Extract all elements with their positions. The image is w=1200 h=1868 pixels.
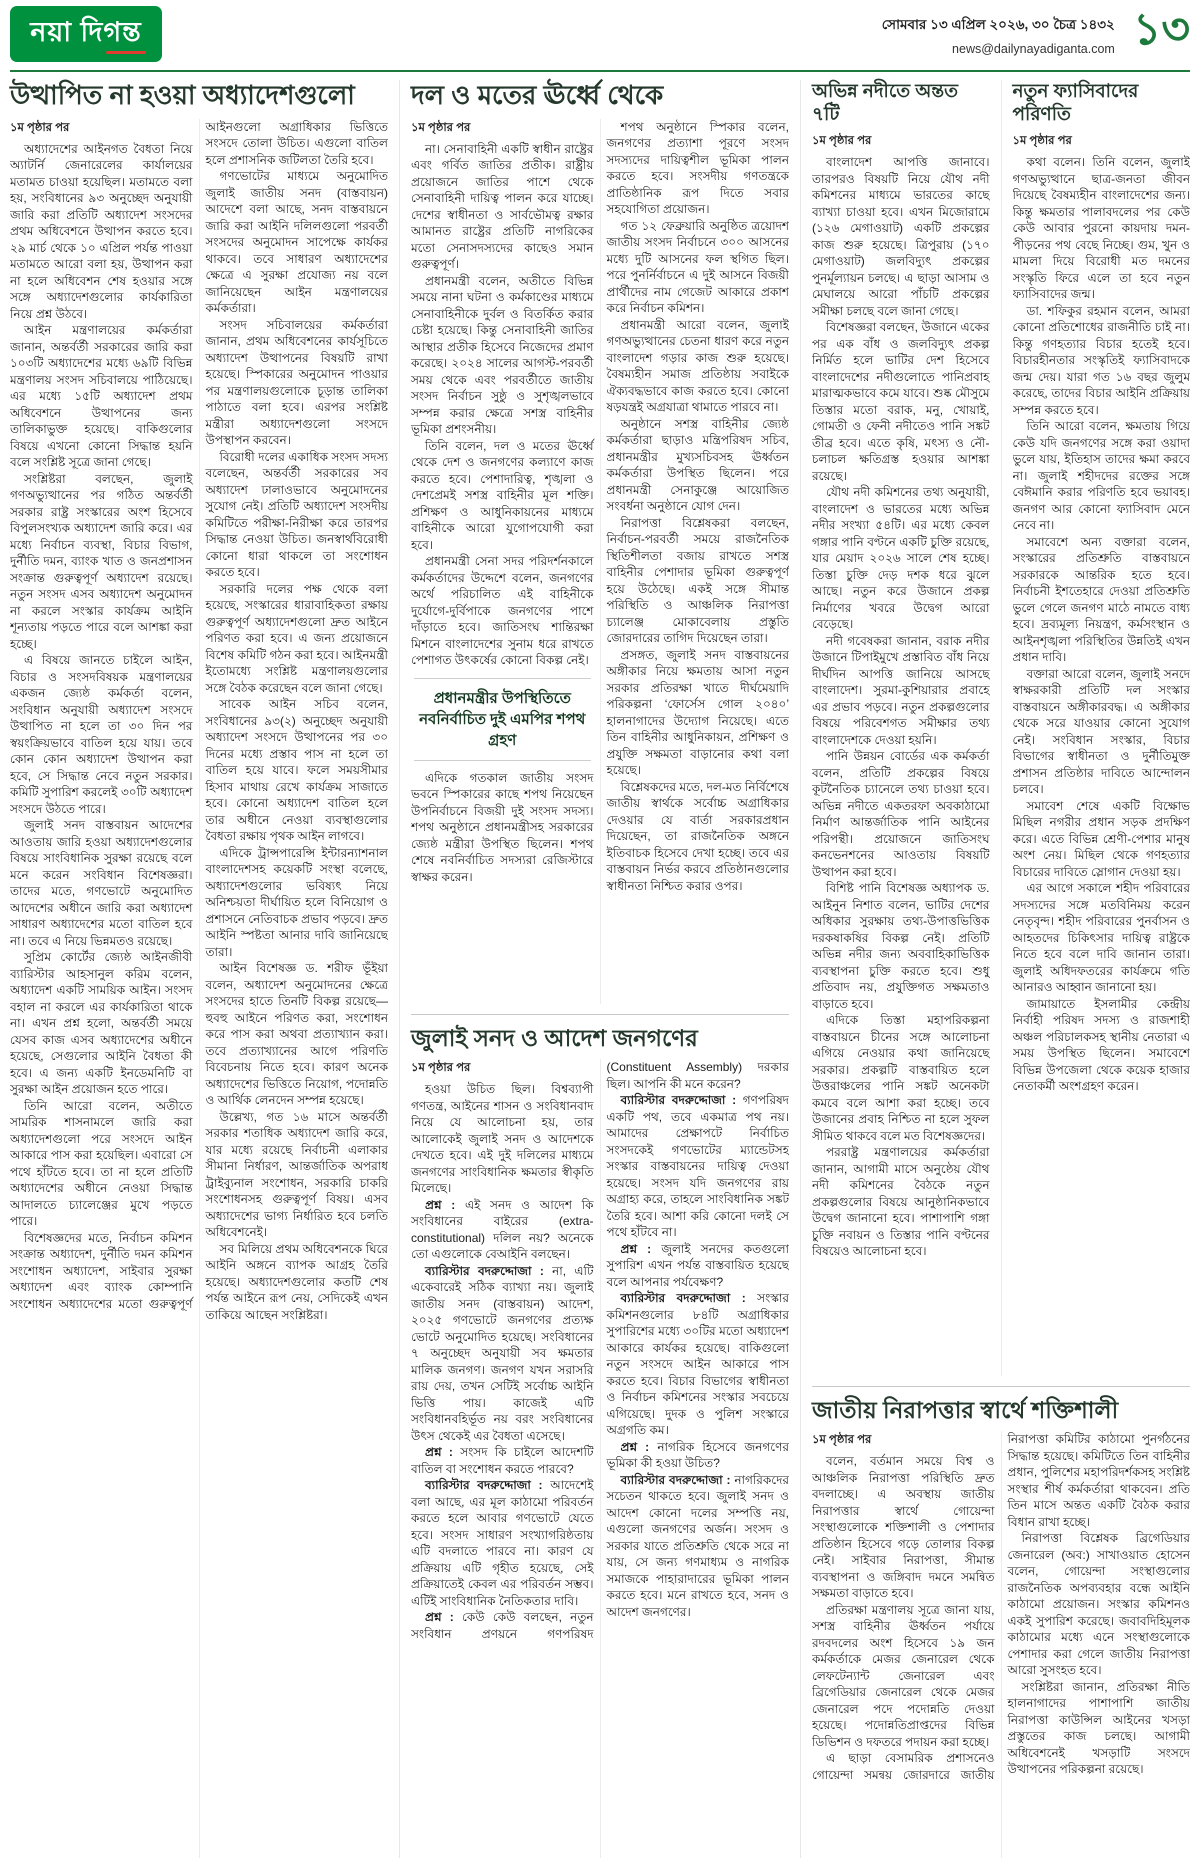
- article-headline: জাতীয় নিরাপত্তার স্বার্থে শক্তিশালী: [812, 1397, 1119, 1423]
- article-paragraph: নিরাপত্তা বিশ্লেষক ব্রিগেডিয়ার জেনারেল (অব:) সাখাওয়াত হোসেন বলেন, গোয়েন্দা সংস্থাগুলোর রাজনৈতিক অপব্যবহার বন্ধে আইনি কাঠামো প্রয়োজন। সংস্কার কমিশনও একই সুপারিশ করেছে। জবাবদিহিমূলক কাঠামোর মধ্যে এনে সংস্থাগুলোকে পেশাদার করা গেলে জাতীয় নিরাপত্তা আরো সুসংহত হবে।: [1007, 1531, 1190, 1678]
- article-above-party: [411, 80, 789, 1004]
- article-security: [812, 1386, 1190, 1858]
- middle-block: [399, 80, 789, 1858]
- article-paragraph: প্রশ্ন : কেউ কেউ বলছেন, নতুন সংবিধান প্রণয়নে গণপরিষদ (Constituent Assembly) দরকার ছিল। আপনি কী মনে করেন?: [411, 1060, 789, 1641]
- article-paragraph: প্রশ্ন : নাগরিক হিসেবে জনগণের ভূমিকা কী হওয়া উচিত?: [606, 1439, 789, 1471]
- continuation-marker: ১ম পৃষ্ঠার পর: [812, 1434, 872, 1447]
- article-paragraph: বিশেষজ্ঞরা বলছেন, উজানে একের পর এক বাঁধ ও জলবিদ্যুৎ প্রকল্প নির্মিত হলে ভাটির দেশ হিসেবে বাংলাদেশের নদীগুলোতে পানিপ্রবাহ মারাত্মকভাবে কমে যাবে। শুষ্ক মৌসুমে তিস্তার মতো বরাক, মনু, খোয়াই, গোমতী ও ফেনী নদীতেও পানি সঙ্কট তীব্র হবে। এতে কৃষি, মৎস্য ও নৌ-চলাচল ক্ষতিগ্রস্ত হওয়ার আশঙ্কা রয়েছে।: [812, 320, 990, 483]
- article-paragraph: কথা বলেন। তিনি বলেন, জুলাই গণঅভ্যুত্থানে ছাত্র-জনতা জীবন দিয়েছে বৈষম্যহীন বাংলাদেশের জন্য। কিন্তু ক্ষমতার পালাবদলের পর কেউ কেউ আবার পুরনো কায়দায় দমন-পীড়নের পথ বেছে নিচ্ছে। গুম, খুন ও মামলা দিয়ে বিরোধী মত দমনের সংস্কৃতি ফিরে এলে তা হবে নতুন ফ্যাসিবাদের জন্ম।: [1012, 155, 1190, 302]
- article-paragraph: এ বিষয়ে জানতে চাইলে আইন, বিচার ও সংসদবিষয়ক মন্ত্রণালয়ের একজন জ্যেষ্ঠ কর্মকর্তা বলেন, সংবিধান অনুযায়ী অধ্যাদেশ সংসদে উত্থাপিত না হলে তা ৩০ দিন পর স্বয়ংক্রিয়ভাবে বাতিল হয়ে যায়। তবে কোন কোন অধ্যাদেশ উত্থাপন করা হবে, সে সিদ্ধান্ত নেবে নতুন সরকার। কমিটি সুপারিশ করলেই ৩০টি অধ্যাদেশ সংসদে উঠতে পারে।: [10, 653, 193, 816]
- article-paragraph: সুপ্রিম কোর্টের জ্যেষ্ঠ আইনজীবী ব্যারিস্টার আহসানুল করিম বলেন, অধ্যাদেশ একটি সাময়িক আইন। সংসদ বহাল না করলে এর কার্যকারিতা থাকে না। এখন প্রশ্ন হলো, অন্তর্বর্তী সময়ে যেসব কাজ এসব অধ্যাদেশের অধীনে হয়েছে, সেগুলোর আইনি বৈধতা কী হবে। এ জন্য একটি ইনডেমনিটি বা সুরক্ষা আইন প্রয়োজন হতে পারে।: [10, 950, 193, 1097]
- logo-accent-mark: [106, 51, 146, 54]
- article-paragraph: আইন বিশেষজ্ঞ ড. শরীফ ভূঁইয়া বলেন, অধ্যাদেশ অনুমোদনের ক্ষেত্রে সংসদের হাতে তিনটি বিকল্প রয়েছে— হুবহু আইনে পরিণত করা, সংশোধন করে পাস করা অথবা প্রত্যাখ্যান করা। তবে প্রত্যাখ্যানের আগে পরিণতি বিবেচনায় নিতে হবে। কারণ অনেক অধ্যাদেশের ভিত্তিতে নিয়োগ, পদোন্নতি ও আর্থিক লেনদেন সম্পন্ন হয়েছে।: [205, 961, 388, 1108]
- article-paragraph: পররাষ্ট্র মন্ত্রণালয়ের কর্মকর্তারা জানান, আগামী মাসে অনুষ্ঠেয় যৌথ নদী কমিশনের বৈঠকে নতুন প্রকল্পগুলোর বিষয়ে আনুষ্ঠানিকভাবে উদ্বেগ জানানো হবে। পাশাপাশি গঙ্গা চুক্তি নবায়ন ও তিস্তার পানি বণ্টনের বিষয়েও আলোচনা হবে।: [812, 1145, 990, 1259]
- right-top-row: [812, 80, 1190, 1376]
- article-paragraph: অনুষ্ঠানে সশস্ত্র বাহিনীর জ্যেষ্ঠ কর্মকর্তারা ছাড়াও মন্ত্রিপরিষদ সচিব, প্রধানমন্ত্রীর মুখ্যসচিবসহ ঊর্ধ্বতন কর্মকর্তারা উপস্থিত ছিলেন। পরে প্রধানমন্ত্রী সেনাকুঞ্জে আয়োজিত সংবর্ধনা অনুষ্ঠানে যোগ দেন।: [606, 416, 789, 514]
- page-content: [10, 80, 1190, 1858]
- article-paragraph: বিশ্লেষকদের মতে, দল-মত নির্বিশেষে জাতীয় স্বার্থকে সর্বোচ্চ অগ্রাধিকার দেওয়ার যে বার্তা সরকারপ্রধান দিয়েছেন, তা রাজনৈতিক অঙ্গনে ইতিবাচক হিসেবে দেখা হচ্ছে। তবে এর বাস্তবায়ন নির্ভর করবে প্রতিষ্ঠানগুলোর স্বাধীনতা নিশ্চিত করার ওপর।: [606, 779, 789, 893]
- article-paragraph: এদিকে গতকাল জাতীয় সংসদ ভবনে স্পিকারের কাছে শপথ নিয়েছেন উপনির্বাচনে বিজয়ী দুই সংসদ সদস্য। শপথ অনুষ্ঠানে প্রধানমন্ত্রীসহ সরকারের জ্যেষ্ঠ মন্ত্রীরা উপস্থিত ছিলেন। শপথ শেষে নবনির্বাচিত সদস্যরা রেজিস্টারে স্বাক্ষর করেন।: [411, 770, 594, 884]
- article-paragraph: জামায়াতে ইসলামীর কেন্দ্রীয় নির্বাহী পরিষদ সদস্য ও রাজশাহী অঞ্চল পরিচালকসহ স্থানীয় নেতারা এ সময় উপস্থিত ছিলেন। সমাবেশে বিভিন্ন উপজেলা থেকে কয়েক হাজার নেতাকর্মী অংশগ্রহণ করেন।: [1012, 996, 1190, 1094]
- page-number: ১৩: [1132, 5, 1190, 54]
- article-fascism: [1001, 80, 1191, 1376]
- article-body: [812, 1431, 1190, 1858]
- article-paragraph: প্রতিরক্ষা মন্ত্রণালয় সূত্রে জানা যায়, সশস্ত্র বাহিনীর ঊর্ধ্বতন পর্যায়ে রদবদলের অংশ হিসেবে ১৯ জন কর্মকর্তাকে মেজর জেনারেল থেকে লেফটেন্যান্ট জেনারেল এবং ব্রিগেডিয়ার জেনারেল থেকে মেজর জেনারেল পদে পদোন্নতি দেওয়া হয়েছে। পদোন্নতিপ্রাপ্তদের বিভিন্ন ডিভিশন ও দফতরে পদায়ন করা হচ্ছে।: [812, 1602, 995, 1749]
- article-paragraph: না। সেনাবাহিনী একটি স্বাধীন রাষ্ট্রের এবং গর্বিত জাতির প্রতীক। রাষ্ট্রীয় প্রয়োজনে জাতির পাশে থেকে সেনাবাহিনী দায়িত্ব পালন করে যাচ্ছে। দেশের স্বাধীনতা ও সার্বভৌমত্ব রক্ষার আমানত রাষ্ট্রের প্রতিটি নাগরিকের মতো সেনাসদস্যদের কাছেও সমান গুরুত্বপূর্ণ।: [411, 141, 594, 272]
- article-paragraph: সব মিলিয়ে প্রথম অধিবেশনকে ঘিরে আইনি অঙ্গনে ব্যাপক আগ্রহ তৈরি হয়েছে। অধ্যাদেশগুলোর কতটি শেষ পর্যন্ত আইনে রূপ নেয়, সেদিকেই এখন তাকিয়ে আছেন সংশ্লিষ্টরা।: [205, 1241, 388, 1322]
- article-paragraph: প্রধানমন্ত্রী আরো বলেন, জুলাই গণঅভ্যুত্থানের চেতনা ধারণ করে নতুন বাংলাদেশ গড়ার কাজ শুরু হয়েছে। বৈষম্যহীন সমাজ প্রতিষ্ঠায় সবাইকে ঐক্যবদ্ধভাবে কাজ করতে হবে। কোনো ষড়যন্ত্রই অগ্রযাত্রা থামাতে পারবে না।: [606, 317, 789, 415]
- article-headline: অভিন্ন নদীতে অন্তত ৭টি: [812, 80, 958, 124]
- article-paragraph: সংশ্লিষ্টরা জানান, প্রতিরক্ষা নীতি হালনাগাদের পাশাপাশি জাতীয় নিরাপত্তা কাউন্সিল আইনের খসড়া প্রস্তুতের কাজ চলছে। আগামী অধিবেশনেই খসড়াটি সংসদে উত্থাপনের পরিকল্পনা রয়েছে।: [1007, 1679, 1190, 1777]
- article-paragraph: হওয়া উচিত ছিল। বিশ্বব্যাপী গণতন্ত্র, আইনের শাসন ও সংবিধানবাদ নিয়ে যে আলোচনা হয়, তার আলোকেই জুলাই সনদ ও আদেশকে দেখতে হবে। এই দুই দলিলের মাধ্যমে জনগণের সাংবিধানিক ক্ষমতার স্বীকৃতি মিলেছে।: [411, 1082, 594, 1196]
- continuation-marker: ১ম পৃষ্ঠার পর: [10, 121, 70, 134]
- article-paragraph: নিরাপত্তা বিশ্লেষকরা বলছেন, নির্বাচন-পরবর্তী সময়ে রাজনৈতিক স্থিতিশীলতা বজায় রাখতে সশস্ত্র বাহিনীর পেশাদার ভূমিকা গুরুত্বপূর্ণ হয়ে উঠেছে। একই সঙ্গে সীমান্ত পরিস্থিতি ও আঞ্চলিক নিরাপত্তা চ্যালেঞ্জ মোকাবেলায় প্রস্তুতি জোরদারের তাগিদ দিয়েছেন তারা।: [606, 515, 789, 646]
- article-headline: নতুন ফ্যাসিবাদের পরিণতি: [1012, 80, 1139, 124]
- logo-text: নয়া দিগন্ত: [30, 16, 142, 47]
- article-body: [411, 1059, 789, 1858]
- article-july-charter: [411, 1014, 789, 1858]
- article-paragraph: জুলাই সনদ বাস্তবায়ন আদেশের আওতায় জারি হওয়া অধ্যাদেশগুলোর বিষয়ে সাংবিধানিক সুরক্ষা রয়েছে বলে মনে করেন সংবিধান বিশেষজ্ঞরা। তাদের মতে, গণভোটে অনুমোদিত আদেশের অধীনে জারি করা অধ্যাদেশ সাধারণ অধ্যাদেশের মতো বাতিল হবে না। তবে এ নিয়ে ভিন্নমতও রয়েছে।: [10, 818, 193, 948]
- article-paragraph: গণভোটের মাধ্যমে অনুমোদিত জুলাই জাতীয় সনদ (বাস্তবায়ন) আদেশে বলা আছে, সনদ বাস্তবায়নে জারি করা আইনি দলিলগুলো পরবর্তী সংসদের অনুমোদন সাপেক্ষে কার্যকর থাকবে। তবে সাধারণ অধ্যাদেশের ক্ষেত্রে এ সুরক্ষা প্রযোজ্য নয় বলে জানিয়েছেন আইন মন্ত্রণালয়ের কর্মকর্তারা।: [205, 169, 388, 316]
- continuation-marker: ১ম পৃষ্ঠার পর: [411, 121, 471, 134]
- continuation-marker: ১ম পৃষ্ঠার পর: [812, 135, 872, 148]
- article-body: [10, 119, 388, 1858]
- article-paragraph: প্রশ্ন : জুলাই সনদের কতগুলো সুপারিশ এখন পর্যন্ত বাস্তবায়িত হয়েছে বলে আপনার পর্যবেক্ষণ?: [606, 1241, 789, 1289]
- article-paragraph: যৌথ নদী কমিশনের তথ্য অনুযায়ী, বাংলাদেশ ও ভারতের মধ্যে অভিন্ন নদীর সংখ্যা ৫৪টি। এর মধ্যে কেবল গঙ্গার পানি বণ্টনে একটি চুক্তি রয়েছে, যার মেয়াদ ২০২৬ সালে শেষ হচ্ছে। তিস্তা চুক্তি দেড় দশক ধরে ঝুলে আছে। নতুন করে উজানে প্রকল্প নির্মাণের খবরে উদ্বেগ আরো বেড়েছে।: [812, 485, 990, 632]
- article-ordinances: [10, 80, 388, 1858]
- article-headline: জুলাই সনদ ও আদেশ জনগণের: [411, 1025, 698, 1051]
- article-paragraph: প্রধানমন্ত্রী সেনা সদর পরিদর্শনকালে কর্মকর্তাদের উদ্দেশে বলেন, জনগণের অর্থে পরিচালিত এই বাহিনীকে দুর্যোগে-দুর্বিপাকে জনগণের পাশে দাঁড়াতে হবে। জাতিসংঘ শান্তিরক্ষা মিশনে বাংলাদেশের সুনাম ধরে রাখতে পেশাগত উৎকর্ষের কোনো বিকল্প নেই।: [411, 554, 594, 668]
- article-inset-subhead: প্রধানমন্ত্রীর উপস্থিতিতে নবনির্বাচিত দুই এমপির শপথ গ্রহণ: [414, 678, 591, 761]
- article-paragraph: তিনি বলেন, দল ও মতের ঊর্ধ্বে থেকে দেশ ও জনগণের কল্যাণে কাজ করতে হবে। পেশাদারিত্ব, শৃঙ্খলা ও দেশপ্রেমই সশস্ত্র বাহিনীর মূল শক্তি। প্রশিক্ষণ ও আধুনিকায়নের মাধ্যমে বাহিনীকে আরো যুগোপযোগী করা হবে।: [411, 438, 594, 552]
- article-paragraph: সংসদ সচিবালয়ের কর্মকর্তারা জানান, প্রথম অধিবেশনের কার্যসূচিতে অধ্যাদেশ উত্থাপনের বিষয়টি রাখা হয়েছে। স্পিকারের অনুমোদন পাওয়ার পর মন্ত্রণালয়গুলোকে চূড়ান্ত তালিকা পাঠাতে বলা হবে। এরপর সংশ্লিষ্ট মন্ত্রীরা অধ্যাদেশগুলো সংসদে উপস্থাপন করবেন।: [205, 317, 388, 448]
- article-body: [812, 132, 990, 1376]
- article-paragraph: গত ১২ ফেব্রুয়ারি অনুষ্ঠিত ত্রয়োদশ জাতীয় সংসদ নির্বাচনে ৩০০ আসনের মধ্যে দুটি আসনের ফল স্থগিত ছিল। পরে পুনর্নির্বাচনে এ দুই আসনে বিজয়ী প্রার্থীদের নাম গেজেট আকারে প্রকাশ করে নির্বাচন কমিশন।: [606, 218, 789, 316]
- article-paragraph: পানি উন্নয়ন বোর্ডের এক কর্মকর্তা বলেন, প্রতিটি প্রকল্পের বিষয়ে কূটনৈতিক চ্যানেলে তথ্য চাওয়া হবে। অভিন্ন নদীতে একতরফা অবকাঠামো নির্মাণ আন্তর্জাতিক পানি আইনের পরিপন্থী। প্রয়োজনে জাতিসংঘ কনভেনশনের আওতায় বিষয়টি উত্থাপন করা হবে।: [812, 749, 990, 879]
- article-paragraph: এর আগে সকালে শহীদ পরিবারের সদস্যদের সঙ্গে মতবিনিময় করেন নেতৃবৃন্দ। শহীদ পরিবারের পুনর্বাসন ও আহতদের চিকিৎসার দায়িত্ব রাষ্ট্রকে নিতে হবে বলে দাবি জানান তারা। জুলাই অধিদফতরের কার্যক্রমে গতি আনারও আহ্বান জানানো হয়।: [1012, 881, 1190, 995]
- article-paragraph: শপথ অনুষ্ঠানে স্পিকার বলেন, জনগণের প্রত্যাশা পূরণে সংসদ সদস্যদের দায়িত্বশীল ভূমিকা পালন করতে হবে। সংসদীয় গণতন্ত্রকে প্রাতিষ্ঠানিক রূপ দিতে সবার সহযোগিতা প্রয়োজন।: [606, 119, 789, 217]
- article-paragraph: অধ্যাদেশের আইনগত বৈধতা নিয়ে অ্যাটর্নি জেনারেলের কার্যালয়ের মতামত চাওয়া হয়েছিল। মতামতে বলা হয়, সংবিধানের ৯৩ অনুচ্ছেদ অনুযায়ী জারি করা প্রতিটি অধ্যাদেশ সংসদের প্রথম অধিবেশনে উত্থাপন করতে হবে। ২৯ মার্চ থেকে ১০ এপ্রিল পর্যন্ত পাওয়া মতামতে আরো বলা হয়, উত্থাপন করা না হলে অধিবেশন শেষ হওয়ার সঙ্গে সঙ্গে অধ্যাদেশগুলোর কার্যকারিতা নিয়ে প্রশ্ন উঠবে।: [10, 141, 193, 321]
- article-paragraph: এদিকে তিস্তা মহাপরিকল্পনা বাস্তবায়নে চীনের সঙ্গে আলোচনা এগিয়ে নেওয়ার কথা জানিয়েছে সরকার। প্রকল্পটি বাস্তবায়িত হলে উত্তরাঞ্চলের পানি সঙ্কট অনেকটা কমবে বলে আশা করা হচ্ছে। তবে উজানের প্রবাহ নিশ্চিত না হলে সুফল সীমিত থাকবে বলে মত বিশেষজ্ঞদের।: [812, 1013, 990, 1143]
- article-paragraph: প্রশ্ন : সংসদ কি চাইলে আদেশটি বাতিল বা সংশোধন করতে পারবে?: [411, 1445, 594, 1476]
- article-paragraph: তিনি আরো বলেন, অতীতে সামরিক শাসনামলে জারি করা অধ্যাদেশগুলো পরে সংসদে আইন আকারে পাস করা হয়েছিল। এবারো সে পথে হাঁটতে হবে। তা না হলে প্রতিটি অধ্যাদেশের অধীনে নেওয়া সিদ্ধান্ত আদালতে চ্যালেঞ্জের মুখে পড়তে পারে।: [10, 1098, 193, 1229]
- article-rivers: [812, 80, 990, 1376]
- article-paragraph: প্রধানমন্ত্রী বলেন, অতীতে বিভিন্ন সময়ে নানা ঘটনা ও কর্মকাণ্ডের মাধ্যমে সেনাবাহিনীকে দুর্বল ও বিতর্কিত করার চেষ্টা হয়েছে। কিন্তু সেনাবাহিনী জাতির আস্থার প্রতীক হিসেবে নিজেদের প্রমাণ করেছে। ২০২৪ সালের আগস্ট-পরবর্তী সময় থেকে এবং পরবর্তীতে জাতীয় সংসদ নির্বাচন সুষ্ঠু ও সুশৃঙ্খলভাবে সম্পন্ন করার ক্ষেত্রে সশস্ত্র বাহিনীর ভূমিকা প্রশংসনীয়।: [411, 273, 594, 437]
- article-paragraph: সমাবেশে অন্য বক্তারা বলেন, সংস্কারের প্রতিশ্রুতি বাস্তবায়নে সরকারকে আন্তরিক হতে হবে। নির্বাচনী ইশতেহারে দেওয়া প্রতিশ্রুতি ভুলে গেলে জনগণ মাঠে নামতে বাধ্য হবে। দ্রব্যমূল্য নিয়ন্ত্রণ, কর্মসংস্থান ও আইনশৃঙ্খলা পরিস্থিতির উন্নতিই এখন প্রধান দাবি।: [1012, 534, 1190, 665]
- article-paragraph: নদী গবেষকরা জানান, বরাক নদীর উজানে টিপাইমুখে প্রস্তাবিত বাঁধ নিয়ে দীর্ঘদিন আপত্তি জানিয়ে আসছে বাংলাদেশ। সুরমা-কুশিয়ারার প্রবাহে এর প্রভাব পড়বে। নতুন প্রকল্পগুলোর বিষয়ে পরিবেশগত সমীক্ষার তথ্য বাংলাদেশকে দেওয়া হয়নি।: [812, 633, 990, 747]
- article-paragraph: তিনি আরো বলেন, ক্ষমতায় গিয়ে কেউ যদি জনগণের সঙ্গে করা ওয়াদা ভুলে যায়, ইতিহাস তাদের ক্ষমা করবে না। জুলাই শহীদদের রক্তের সঙ্গে বেঈমানি করার পরিণতি হবে ভয়াবহ। জনগণ আর কোনো ফ্যাসিবাদ মেনে নেবে না।: [1012, 419, 1190, 533]
- article-paragraph: প্রশ্ন : এই সনদ ও আদেশ কি সংবিধানের বাইরের (extra-constitutional) দলিল নয়? অনেকে তো এগুলোকে বেআইনি বলছেন।: [411, 1197, 594, 1262]
- article-paragraph: আইন মন্ত্রণালয়ের কর্মকর্তারা জানান, অন্তর্বর্তী সরকারের জারি করা ১০৩টি অধ্যাদেশের মধ্যে ৬৯টি বিভিন্ন মন্ত্রণালয় সংসদ সচিবালয়ে পাঠিয়েছে। এর মধ্যে ১৫টি অধ্যাদেশ প্রথম অধিবেশনে উত্থাপনের জন্য তালিকাভুক্ত হয়েছে। বাকিগুলোর বিষয়ে এখনো কোনো সিদ্ধান্ত হয়নি বলে সংশ্লিষ্ট সূত্রে জানা গেছে।: [10, 323, 193, 470]
- date-line: সোমবার ১৩ এপ্রিল ২০২৬, ৩০ চৈত্র ১৪৩২: [881, 17, 1115, 32]
- article-paragraph: বিরোধী দলের একাধিক সংসদ সদস্য বলেছেন, অন্তর্বর্তী সরকারের সব অধ্যাদেশ ঢালাওভাবে অনুমোদনের সুযোগ নেই। প্রতিটি অধ্যাদেশ সংসদীয় কমিটিতে পরীক্ষা-নিরীক্ষা করে তারপর সিদ্ধান্ত নেওয়া উচিত। জনস্বার্থবিরোধী কোনো ধারা থাকলে তা সংশোধন করতে হবে।: [205, 449, 388, 580]
- article-paragraph: এ ছাড়া বেসামরিক প্রশাসনেও গোয়েন্দা সমন্বয় জোরদারে জাতীয় নিরাপত্তা কমিটির কাঠামো পুনর্গঠনের সিদ্ধান্ত হয়েছে। কমিটিতে তিন বাহিনীর প্রধান, পুলিশের মহাপরিদর্শকসহ সংশ্লিষ্ট সংস্থার শীর্ষ কর্মকর্তারা থাকবেন। প্রতি তিন মাসে অন্তত একটি বৈঠক করার বিধান রাখা হচ্ছে।: [812, 1432, 1190, 1782]
- article-headline: দল ও মতের ঊর্ধ্বে থেকে: [411, 80, 664, 110]
- article-paragraph: সরকারি দলের পক্ষ থেকে বলা হয়েছে, সংস্কারের ধারাবাহিকতা রক্ষায় গুরুত্বপূর্ণ অধ্যাদেশগুলো দ্রুত আইনে পরিণত করা হবে। এ জন্য প্রয়োজনে বিশেষ কমিটি গঠন করা হবে। আইনমন্ত্রী ইতোমধ্যে সংশ্লিষ্ট মন্ত্রণালয়গুলোর সঙ্গে বৈঠক করেছেন বলে জানা গেছে।: [205, 581, 388, 695]
- right-block: [800, 80, 1190, 1858]
- article-paragraph: বিশেষজ্ঞদের মতে, নির্বাচন কমিশন সংক্রান্ত অধ্যাদেশ, দুর্নীতি দমন কমিশন সংশোধন অধ্যাদেশ, সাইবার সুরক্ষা অধ্যাদেশ এবং ব্যাংক কোম্পানি সংশোধন অধ্যাদেশের মতো গুরুত্বপূর্ণ আইনগুলো অগ্রাধিকার ভিত্তিতে সংসদে তোলা উচিত। এগুলো বাতিল হলে প্রশাসনিক জটিলতা তৈরি হবে।: [10, 119, 388, 1311]
- article-body: [411, 119, 789, 1004]
- article-paragraph: ব্যারিস্টার বদরুদ্দোজা : নাগরিকদের সচেতন থাকতে হবে। জুলাই সনদ ও আদেশ কোনো দলের সম্পত্তি নয়, এগুলো জনগণের অর্জন। সংসদ ও সরকার যাতে প্রতিশ্রুতি থেকে সরে না যায়, সে জন্য গণমাধ্যম ও নাগরিক সমাজকে পাহারাদারের ভূমিকা পালন করতে হবে। মনে রাখতে হবে, সনদ ও আদেশ জনগণের।: [606, 1472, 789, 1619]
- article-paragraph: বিশিষ্ট পানি বিশেষজ্ঞ অধ্যাপক ড. আইনুন নিশাত বলেন, ভাটির দেশের অধিকার সুরক্ষায় তথ্য-উপাত্তভিত্তিক দরকষাকষির বিকল্প নেই। প্রতিটি অভিন্ন নদীর জন্য অববাহিকাভিত্তিক ব্যবস্থাপনা চুক্তি করতে হবে। শুধু প্রতিবাদ নয়, প্রযুক্তিগত সক্ষমতাও বাড়াতে হবে।: [812, 881, 990, 1011]
- masthead: [10, 6, 1190, 72]
- article-paragraph: এদিকে ট্রান্সপারেন্সি ইন্টারন্যাশনাল বাংলাদেশসহ কয়েকটি সংস্থা বলেছে, অধ্যাদেশগুলোর ভবিষ্যৎ নিয়ে অনিশ্চয়তা দীর্ঘায়িত হলে বিনিয়োগ ও প্রশাসনে নেতিবাচক প্রভাব পড়বে। দ্রুত আইনি স্পষ্টতা আনার দাবি জানিয়েছে তারা।: [205, 845, 388, 959]
- article-paragraph: প্রসঙ্গত, জুলাই সনদ বাস্তবায়নের অঙ্গীকার নিয়ে ক্ষমতায় আসা নতুন সরকার প্রতিরক্ষা খাতে দীর্ঘমেয়াদি পরিকল্পনা ‘ফোর্সেস গোল ২০৪০’ হালনাগাদের উদ্যোগ নিয়েছে। এতে তিন বাহিনীর আধুনিকায়ন, প্রশিক্ষণ ও প্রযুক্তি সক্ষমতা বাড়ানোর কথা বলা হয়েছে।: [606, 647, 789, 778]
- article-paragraph: বক্তারা আরো বলেন, জুলাই সনদে স্বাক্ষরকারী প্রতিটি দল সংস্কার বাস্তবায়নে অঙ্গীকারবদ্ধ। এ অঙ্গীকার থেকে সরে যাওয়ার কোনো সুযোগ নেই। সংবিধান সংস্কার, বিচার বিভাগের স্বাধীনতা ও দুর্নীতিমুক্ত প্রশাসন প্রতিষ্ঠার দাবিতে আন্দোলন চলবে।: [1012, 666, 1190, 797]
- article-paragraph: ডা. শফিকুর রহমান বলেন, আমরা কোনো প্রতিশোধের রাজনীতি চাই না। কিন্তু গণহত্যার বিচার হতেই হবে। বিচারহীনতার সংস্কৃতিই ফ্যাসিবাদকে জন্ম দেয়। যারা গত ১৬ বছর জুলুম করেছে, তাদের বিচার আইনি প্রক্রিয়ায় সম্পন্ন করতে হবে।: [1012, 303, 1190, 417]
- article-paragraph: সাবেক আইন সচিব বলেন, সংবিধানের ৯৩(২) অনুচ্ছেদ অনুযায়ী অধ্যাদেশ সংসদে উত্থাপনের পর ৩০ দিনের মধ্যে প্রস্তাব পাস না হলে তা বাতিল হয়ে যাবে। ফলে সময়সীমার হিসাব মাথায় রেখে কার্যক্রম সাজাতে হবে। কোনো অধ্যাদেশ বাতিল হলে তার অধীনে নেওয়া ব্যবস্থাগুলোর বৈধতা রক্ষায় পৃথক আইন লাগবে।: [205, 697, 388, 844]
- article-paragraph: বাংলাদেশ আপত্তি জানাবে। তারপরও বিষয়টি নিয়ে যৌথ নদী কমিশনের মাধ্যমে ভারতের কাছে ব্যাখ্যা চাওয়া হবে। এখন মিজোরামে (১২৬ মেগাওয়াট) একটি প্রকল্পের কাজ শুরু হয়েছে। ত্রিপুরায় (১৭০ মেগাওয়াট) জলবিদ্যুৎ প্রকল্পের পুনর্মূল্যায়ন চলছে। এ ছাড়া আসাম ও মেঘালয়ে আরো পাঁচটি প্রকল্পের সমীক্ষা চলছে বলে জানা গেছে।: [812, 155, 990, 318]
- article-paragraph: সমাবেশ শেষে একটি বিক্ষোভ মিছিল নগরীর প্রধান সড়ক প্রদক্ষিণ করে। এতে বিভিন্ন শ্রেণী-পেশার মানুষ অংশ নেয়। মিছিল থেকে গণহত্যার বিচারের দাবিতে স্লোগান দেওয়া হয়।: [1012, 798, 1190, 879]
- continuation-marker: ১ম পৃষ্ঠার পর: [411, 1062, 471, 1075]
- article-paragraph: ব্যারিস্টার বদরুদ্দোজা : আদেশেই বলা আছে, এর মূল কাঠামো পরিবর্তন করতে হলে আবার গণভোটে যেতে হবে। সংসদ সাধারণ সংখ্যাগরিষ্ঠতায় এটি বদলাতে পারবে না। কারণ যে প্রক্রিয়ায় এটি গৃহীত হয়েছে, সেই প্রক্রিয়াতেই কেবল এর পরিবর্তন সম্ভব। এটিই সাংবিধানিক নৈতিকতার দাবি।: [411, 1478, 594, 1608]
- article-paragraph: উল্লেখ্য, গত ১৬ মাসে অন্তর্বর্তী সরকার শতাধিক অধ্যাদেশ জারি করে, যার মধ্যে রয়েছে নির্বাচনী এলাকার সীমানা নির্ধারণ, আন্তর্জাতিক অপরাধ ট্রাইব্যুনাল সংশোধন, সরকারি চাকরি সংশোধনসহ গুরুত্বপূর্ণ বিষয়। এসব অধ্যাদেশের ভাগ্য নির্ধারিত হবে চলতি অধিবেশনেই।: [205, 1109, 388, 1240]
- article-paragraph: ব্যারিস্টার বদরুদ্দোজা : না, এটি একেবারেই সঠিক ব্যাখ্যা নয়। জুলাই জাতীয় সনদ (বাস্তবায়ন) আদেশ, ২০২৫ গণভোটে জনগণের প্রত্যক্ষ ভোটে অনুমোদিত হয়েছে। সংবিধানের ৭ অনুচ্ছেদ অনুযায়ী সব ক্ষমতার মালিক জনগণ। জনগণ যখন সরাসরি রায় দেয়, তখন সেটিই সর্বোচ্চ আইনি ভিত্তি পায়। কাজেই এটি সংবিধানবহির্ভূত নয় বরং সংবিধানের উৎস থেকেই এর বৈধতা এসেছে।: [411, 1263, 594, 1443]
- article-paragraph: ব্যারিস্টার বদরুদ্দোজা : গণপরিষদ একটি পথ, তবে একমাত্র পথ নয়। আমাদের প্রেক্ষাপটে নির্বাচিত সংসদকেই গণভোটের ম্যান্ডেটসহ সংস্কার বাস্তবায়নের দায়িত্ব দেওয়া হয়েছে। সংসদ যদি জনগণের রায় অগ্রাহ্য করে, তাহলে সাংবিধানিক সঙ্কট তৈরি হবে। আশা করি কোনো দলই সে পথে হাঁটবে না।: [606, 1093, 789, 1240]
- masthead-right: [882, 6, 1115, 56]
- continuation-marker: ১ম পৃষ্ঠার পর: [1012, 135, 1072, 148]
- article-body: [1013, 132, 1191, 1376]
- newspaper-logo: [10, 6, 162, 62]
- article-paragraph: বলেন, বর্তমান সময়ে বিশ্ব ও আঞ্চলিক নিরাপত্তা পরিস্থিতি দ্রুত বদলাচ্ছে। এ অবস্থায় জাতীয় নিরাপত্তার স্বার্থে গোয়েন্দা সংস্থাগুলোকে শক্তিশালী ও পেশাদার প্রতিষ্ঠান হিসেবে গড়ে তোলার বিকল্প নেই। সাইবার নিরাপত্তা, সীমান্ত ব্যবস্থাপনা ও জঙ্গিবাদ দমনে সমন্বিত সক্ষমতা বাড়াতে হবে।: [812, 1454, 995, 1601]
- contact-email: news@dailynayadiganta.com: [952, 42, 1115, 56]
- article-headline: উত্থাপিত না হওয়া অধ্যাদেশগুলো: [10, 80, 355, 110]
- article-paragraph: ব্যারিস্টার বদরুদ্দোজা : সংস্কার কমিশনগুলোর ৮৪টি অগ্রাধিকার সুপারিশের মধ্যে ৩০টির মতো অধ্যাদেশ আকারে কার্যকর হয়েছে। বাকিগুলো নতুন সংসদে আইন আকারে পাস করতে হবে। বিচার বিভাগের স্বাধীনতা ও নির্বাচন কমিশনের সংস্কার সবচেয়ে এগিয়েছে। দুদক ও পুলিশ সংস্কারে অগ্রগতি কম।: [606, 1291, 789, 1438]
- article-paragraph: সংশ্লিষ্টরা বলছেন, জুলাই গণঅভ্যুত্থানের পর গঠিত অন্তর্বর্তী সরকার রাষ্ট্র সংস্কারের অংশ হিসেবে বিপুলসংখ্যক অধ্যাদেশ জারি করে। এর মধ্যে নির্বাচন ব্যবস্থা, বিচার বিভাগ, দুর্নীতি দমন, ব্যাংক খাত ও জনপ্রশাসন সংক্রান্ত গুরুত্বপূর্ণ অধ্যাদেশ রয়েছে। নতুন সংসদ এসব অধ্যাদেশ অনুমোদন না করলে সংস্কার কার্যক্রম আইনি শূন্যতায় পড়তে পারে বলে আশঙ্কা করা হচ্ছে।: [10, 471, 193, 651]
